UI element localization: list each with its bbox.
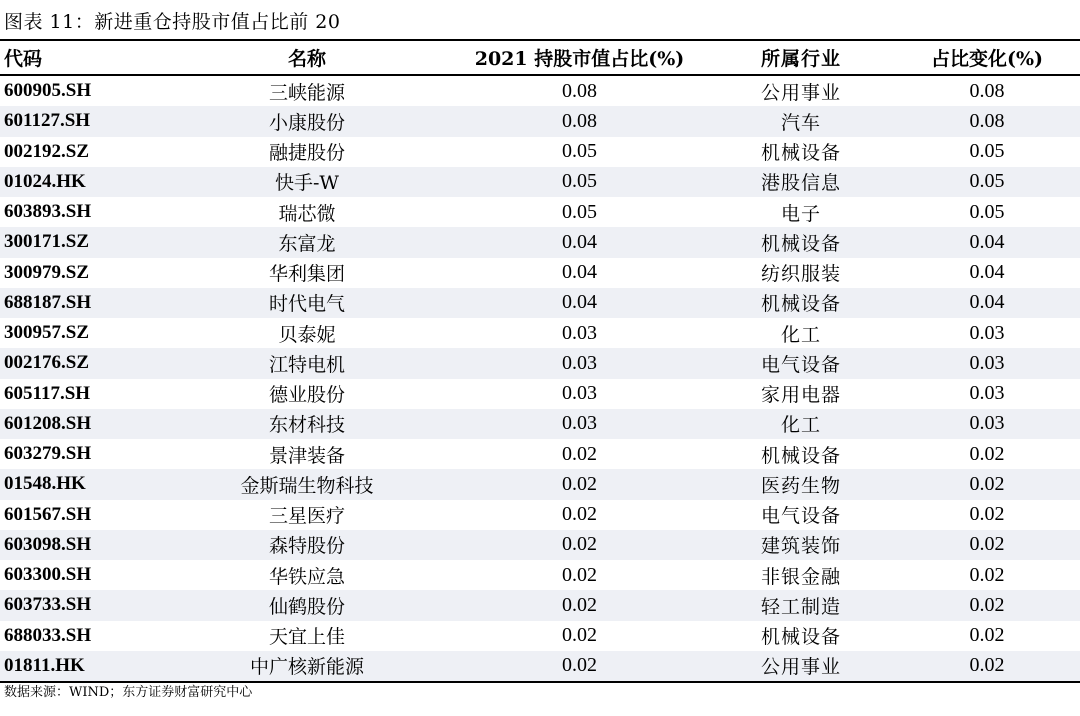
table-row	[0, 258, 1080, 288]
header-name: 名称	[287, 48, 326, 70]
stock-name-cell: 华利集团	[268, 263, 345, 286]
stock-code-cell: 01548.HK	[4, 473, 86, 495]
share-2021-cell: 0.02	[562, 533, 597, 556]
stock-code-cell: 603300.SH	[4, 564, 92, 586]
header-industry: 所属行业	[760, 48, 841, 70]
share-change-cell: 0.02	[969, 624, 1005, 647]
industry-cell: 机械设备	[760, 232, 841, 255]
industry-cell: 家用电器	[760, 384, 841, 407]
stock-name-cell: 融捷股份	[268, 142, 345, 165]
stock-code-cell: 688033.SH	[4, 624, 92, 646]
share-change-cell: 0.03	[969, 382, 1005, 405]
stock-name-cell: 金斯瑞生物科技	[240, 474, 374, 497]
share-2021-cell: 0.05	[562, 200, 597, 223]
share-2021-cell: 0.08	[562, 79, 597, 102]
share-change-cell: 0.04	[969, 230, 1005, 253]
stock-code-cell: 603098.SH	[4, 533, 92, 555]
stock-code-cell: 600905.SH	[4, 80, 92, 102]
share-change-cell: 0.05	[969, 200, 1005, 223]
table-body	[0, 76, 1080, 681]
share-change-cell: 0.05	[969, 170, 1005, 193]
share-change-cell: 0.08	[969, 109, 1005, 132]
table-row	[0, 318, 1080, 348]
table-row	[0, 76, 1080, 106]
stock-name-cell: 小康股份	[268, 111, 345, 134]
share-change-cell: 0.08	[969, 79, 1005, 102]
industry-cell: 建筑装饰	[760, 535, 841, 558]
share-2021-cell: 0.04	[562, 230, 597, 253]
table-header-row	[0, 41, 1080, 74]
stock-name-cell: 仙鹤股份	[268, 595, 345, 618]
table-row	[0, 409, 1080, 439]
table-row	[0, 621, 1080, 651]
table-row	[0, 227, 1080, 257]
table-row	[0, 651, 1080, 681]
header-share-2021: 2021 持股市值占比(%)	[474, 48, 685, 70]
industry-cell: 机械设备	[760, 293, 841, 316]
stock-name-cell: 东富龙	[278, 232, 336, 255]
stock-code-cell: 300957.SZ	[4, 322, 89, 344]
share-change-cell: 0.02	[969, 442, 1005, 465]
industry-cell: 机械设备	[760, 444, 841, 467]
stock-code-cell: 603893.SH	[4, 201, 92, 223]
share-2021-cell: 0.02	[562, 442, 597, 465]
share-change-cell: 0.03	[969, 412, 1005, 435]
industry-cell: 电子	[780, 202, 821, 225]
table-row	[0, 197, 1080, 227]
table-row	[0, 439, 1080, 469]
stock-code-cell: 601208.SH	[4, 412, 92, 434]
stock-name-cell: 三星医疗	[268, 505, 345, 528]
stock-name-cell: 中广核新能源	[249, 656, 364, 679]
share-2021-cell: 0.05	[562, 170, 597, 193]
table-row	[0, 137, 1080, 167]
stock-code-cell: 601567.SH	[4, 503, 92, 525]
industry-cell: 港股信息	[760, 172, 841, 195]
industry-cell: 轻工制造	[760, 595, 841, 618]
share-change-cell: 0.02	[969, 593, 1005, 616]
table-row	[0, 348, 1080, 378]
share-2021-cell: 0.03	[562, 351, 597, 374]
table-row	[0, 500, 1080, 530]
share-change-cell: 0.03	[969, 351, 1005, 374]
stock-code-cell: 300171.SZ	[4, 231, 89, 253]
stock-name-cell: 三峡能源	[268, 81, 345, 104]
share-change-cell: 0.02	[969, 563, 1005, 586]
share-change-cell: 0.04	[969, 291, 1005, 314]
share-change-cell: 0.02	[969, 472, 1005, 495]
stock-name-cell: 德业股份	[268, 384, 345, 407]
stock-name-cell: 华铁应急	[268, 565, 345, 588]
share-2021-cell: 0.02	[562, 624, 597, 647]
stock-code-cell: 603733.SH	[4, 594, 92, 616]
industry-cell: 机械设备	[760, 626, 841, 649]
stock-code-cell: 01811.HK	[4, 654, 85, 676]
industry-cell: 化工	[780, 414, 821, 437]
share-2021-cell: 0.02	[562, 593, 597, 616]
industry-cell: 电气设备	[760, 505, 841, 528]
table-row	[0, 379, 1080, 409]
header-share-change: 占比变化(%)	[930, 48, 1044, 70]
industry-cell: 机械设备	[760, 142, 841, 165]
stock-code-cell: 002192.SZ	[4, 140, 89, 162]
table-row	[0, 560, 1080, 590]
table-row	[0, 167, 1080, 197]
stock-name-cell: 时代电气	[268, 293, 345, 316]
share-change-cell: 0.02	[969, 503, 1005, 526]
share-2021-cell: 0.04	[562, 291, 597, 314]
stock-code-cell: 300979.SZ	[4, 261, 89, 283]
share-change-cell: 0.05	[969, 140, 1005, 163]
industry-cell: 公用事业	[760, 81, 841, 104]
stock-name-cell: 东材科技	[268, 414, 345, 437]
source-note: 数据来源：WIND；东方证券财富研究中心	[4, 685, 253, 700]
industry-cell: 公用事业	[760, 656, 841, 679]
share-2021-cell: 0.08	[562, 109, 597, 132]
stock-name-cell: 天宜上佳	[268, 626, 345, 649]
share-2021-cell: 0.02	[562, 472, 597, 495]
industry-cell: 纺织服装	[760, 263, 841, 286]
stock-code-cell: 601127.SH	[4, 110, 91, 132]
table-row	[0, 590, 1080, 620]
share-2021-cell: 0.03	[562, 382, 597, 405]
share-2021-cell: 0.02	[562, 654, 597, 677]
share-2021-cell: 0.02	[562, 563, 597, 586]
share-2021-cell: 0.02	[562, 503, 597, 526]
table-caption: 图表 11：新进重仓持股市值占比前 20	[4, 11, 341, 33]
industry-cell: 电气设备	[760, 353, 841, 376]
stock-name-cell: 贝泰妮	[278, 323, 336, 346]
industry-cell: 医药生物	[760, 474, 841, 497]
stock-code-cell: 002176.SZ	[4, 352, 89, 374]
holdings-table	[0, 39, 1080, 683]
share-2021-cell: 0.03	[562, 321, 597, 344]
stock-code-cell: 605117.SH	[4, 382, 91, 404]
stock-code-cell: 01024.HK	[4, 170, 86, 192]
stock-name-cell: 景津装备	[268, 444, 345, 467]
stock-code-cell: 603279.SH	[4, 443, 92, 465]
share-change-cell: 0.02	[969, 533, 1005, 556]
industry-cell: 化工	[780, 323, 821, 346]
table-row	[0, 106, 1080, 136]
industry-cell: 非银金融	[760, 565, 841, 588]
share-change-cell: 0.03	[969, 321, 1005, 344]
table-row	[0, 530, 1080, 560]
stock-code-cell: 688187.SH	[4, 291, 92, 313]
stock-name-cell: 森特股份	[268, 535, 345, 558]
share-2021-cell: 0.04	[562, 261, 597, 284]
share-change-cell: 0.02	[969, 654, 1005, 677]
header-code: 代码	[4, 48, 43, 70]
stock-name-cell: 江特电机	[268, 353, 345, 376]
table-row	[0, 288, 1080, 318]
stock-name-cell: 瑞芯微	[278, 202, 336, 225]
stock-name-cell: 快手-W	[275, 172, 339, 195]
share-2021-cell: 0.03	[562, 412, 597, 435]
share-2021-cell: 0.05	[562, 140, 597, 163]
share-change-cell: 0.04	[969, 261, 1005, 284]
table-row	[0, 469, 1080, 499]
industry-cell: 汽车	[780, 111, 821, 134]
